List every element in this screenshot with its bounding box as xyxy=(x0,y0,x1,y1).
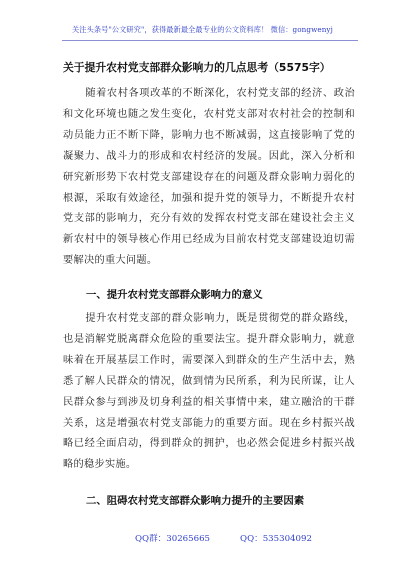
paragraph-significance-text: 提升农村党支部的群众影响力，既是贯彻党的群众路线，也是消解党脱离群众危险的重要法宝。提升群众影响力，就意味着在开展基层工作时，需要深入到群众的生产生活中去，熟悉了解人民群众的情况，做到情为民所系，利为民所谋，让人民群众参与到涉及切身利益的相关事情中来，建立融洽的干群关系，这是增强农村党支部能力的重要方面。现在乡村振兴战略已经全面启动，得到群众的拥护，也必然会促进乡村振兴战略的稳步实施。 xyxy=(63,313,355,471)
header-divider xyxy=(62,40,358,41)
paragraph-intro xyxy=(63,84,355,272)
paragraph-intro-text: 随着农村各项改革的不断深化，农村党支部的经济、政治和文化环境也随之发生变化，农村党支部对农村社会的控制和动员能力正不断下降，影响力也不断减弱，这直接影响了党的凝聚力、战斗力的形成和农村经济的发展。因此，深入分析和研究新形势下农村党支部建设存在的问题及群众影响力弱化的根源，采取有效途径，加强和提升党的领导力，不断提升农村党支部的影响力，充分有效的发挥农村党支部在建设社会主义新农村中的领导核心作用已经成为目前农村党支部建设迫切需要解决的重大问题。 xyxy=(63,88,355,267)
document-title: 关于提升农村党支部群众影响力的几点思考（5575字） xyxy=(63,61,331,74)
footer-qq-group: QQ群：30265665 xyxy=(135,534,211,544)
section-heading-1: 一、提升农村党支部群众影响力的意义 xyxy=(86,289,263,301)
footer-qq: QQ：535304092 xyxy=(240,534,312,544)
footer-contact xyxy=(135,532,335,544)
header-promo-text: 关注头条号"公文研究"，获得最新最全最专业的公文资料库！ 微信：gongwenyj xyxy=(72,25,333,34)
paragraph-significance xyxy=(63,309,355,476)
section-heading-2: 二、阻碍农村党支部群众影响力提升的主要因素 xyxy=(86,495,305,507)
